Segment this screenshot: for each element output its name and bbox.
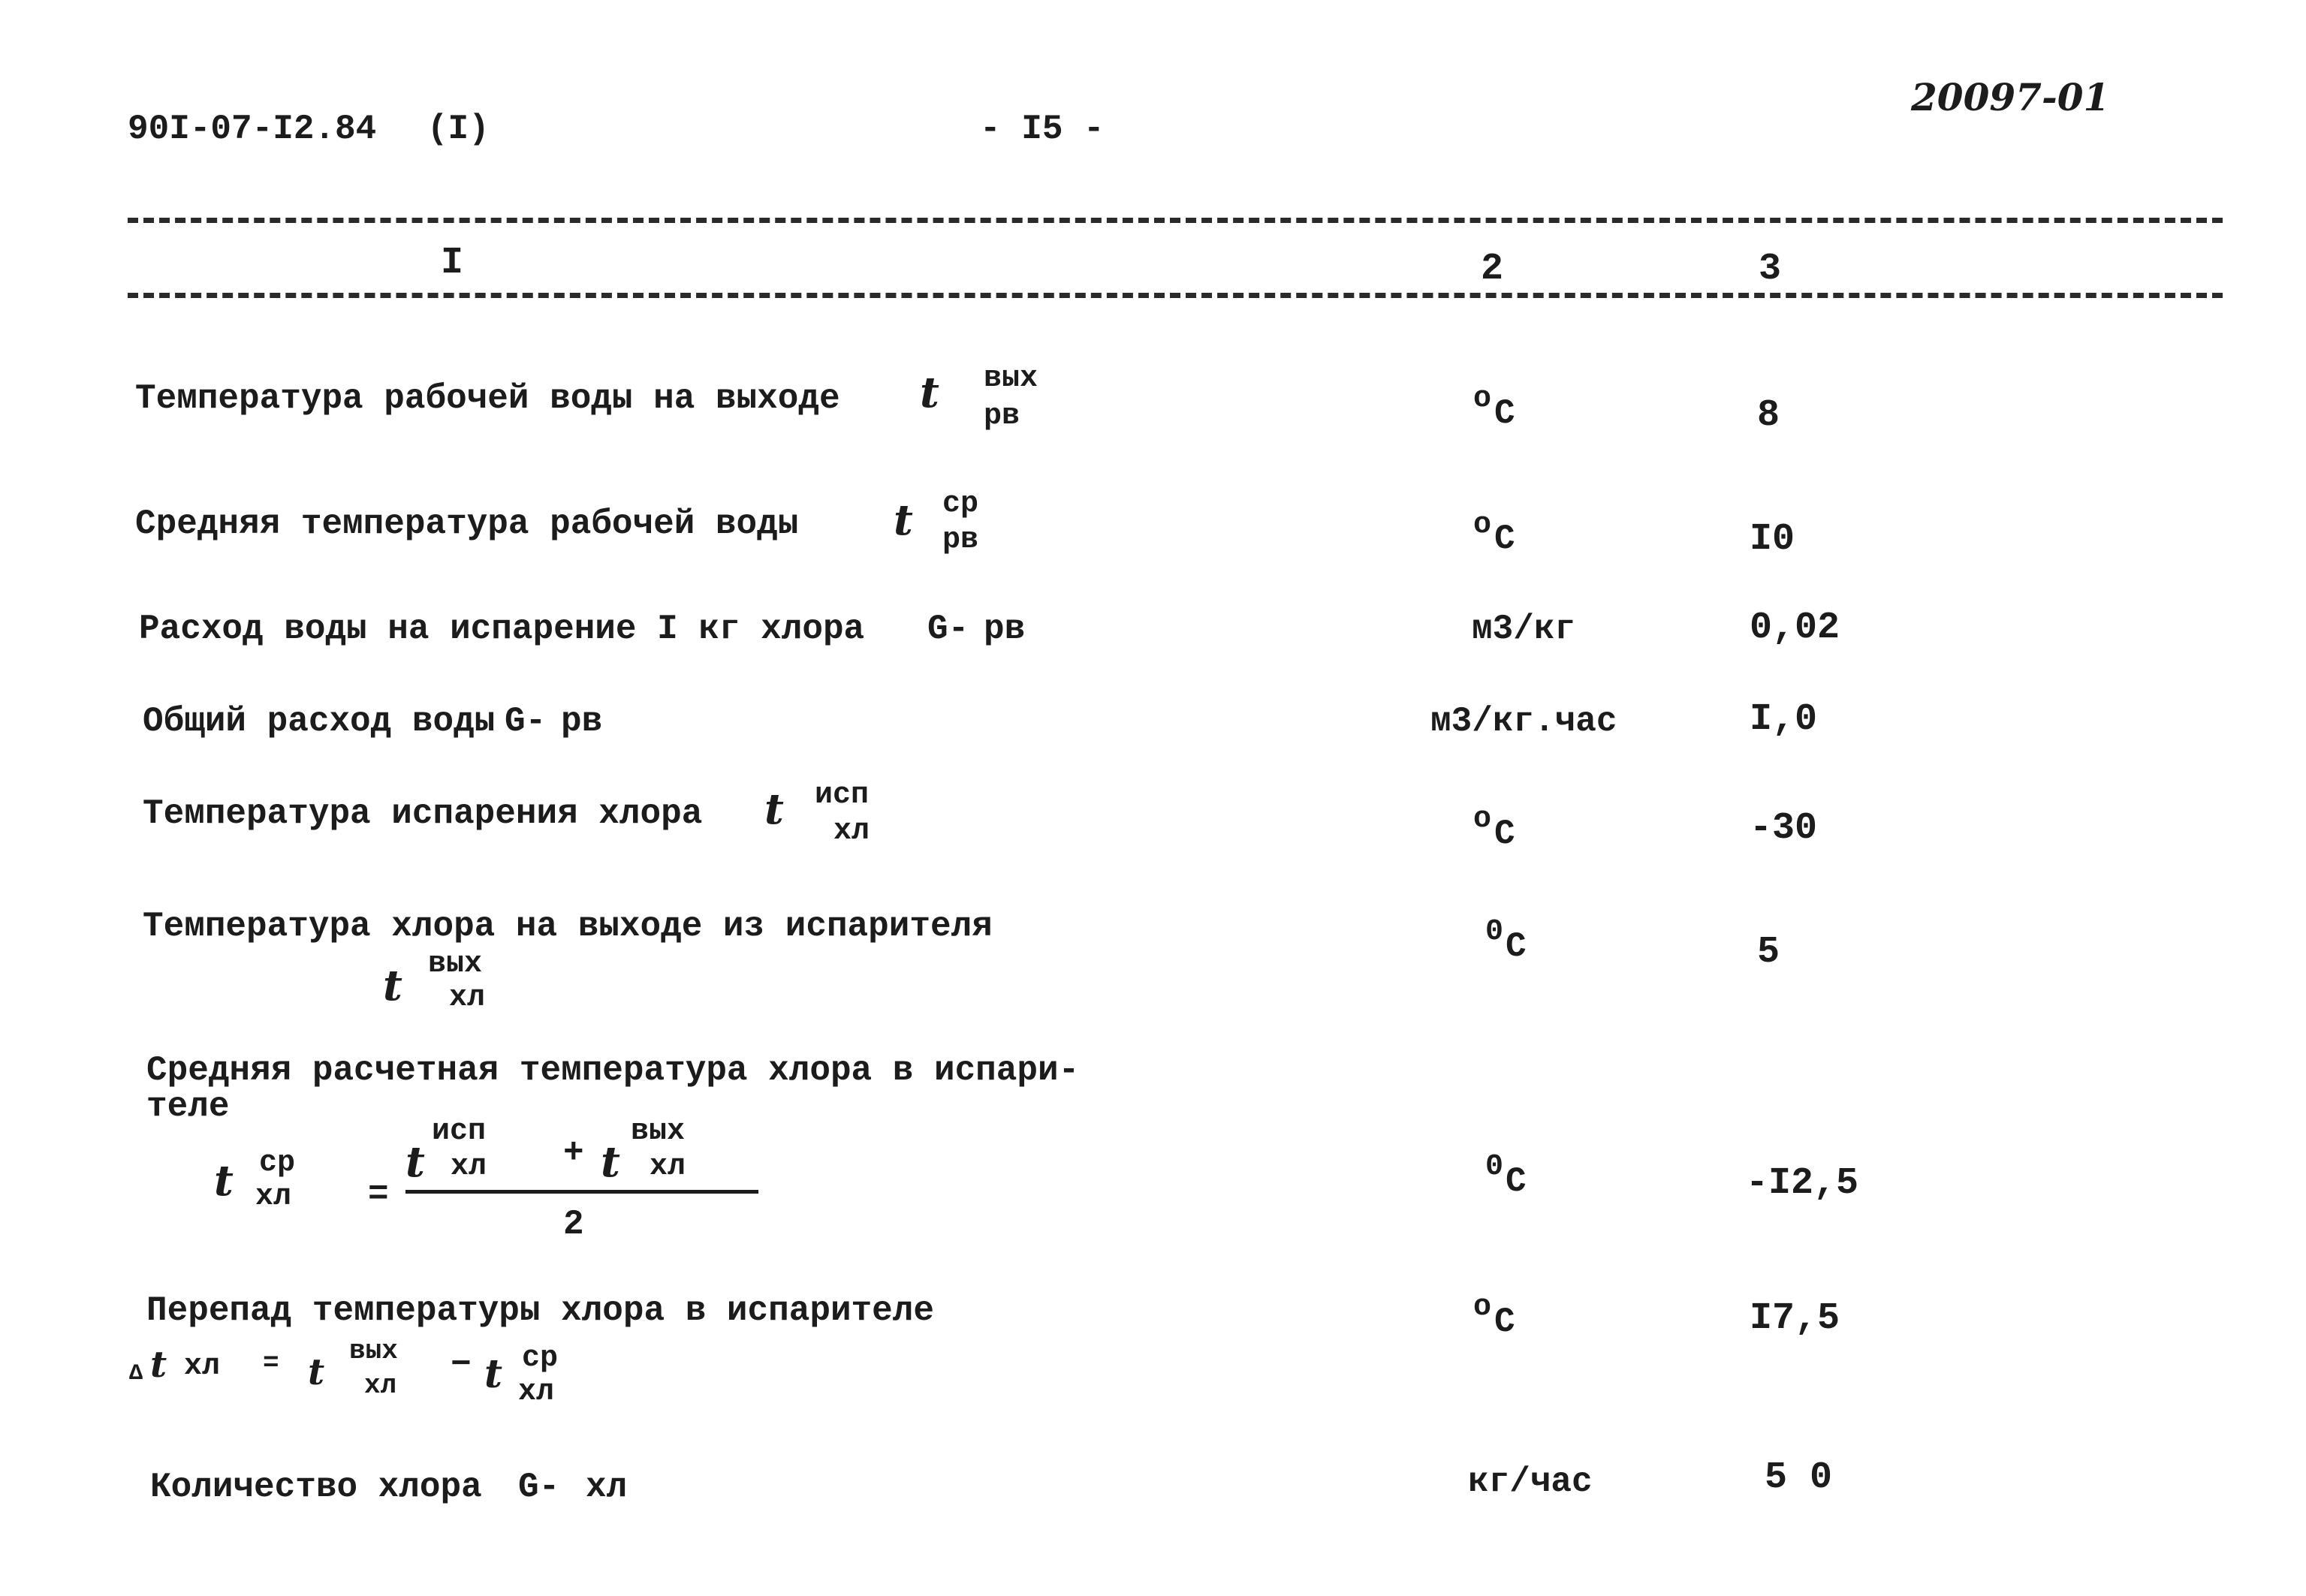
symbol-tail: хл <box>586 1468 628 1507</box>
row-unit: С <box>1494 815 1515 854</box>
symbol-superscript: исп <box>815 778 870 812</box>
symbol-g: G- <box>927 610 969 649</box>
numerator-sub2: хл <box>650 1150 686 1184</box>
symbol-t: t <box>920 368 939 417</box>
doc-code: 90I-07-I2.84 <box>128 110 377 149</box>
unit-degree: 0 <box>1485 1150 1504 1184</box>
symbol-subscript: хл <box>255 1180 292 1214</box>
symbol-t: t <box>383 961 402 1010</box>
fraction-bar <box>405 1190 758 1194</box>
row-label: Температура испарения хлора <box>143 794 703 833</box>
symbol-g: G- <box>518 1468 560 1507</box>
row-label: Общий расход воды <box>143 702 496 741</box>
symbol-g: G- <box>505 702 547 741</box>
formula-sub1: хл <box>364 1370 397 1401</box>
formula-t2: t <box>484 1351 503 1397</box>
row-label-line2: теле <box>146 1087 230 1126</box>
row-label: Средняя температура рабочей воды <box>135 504 799 544</box>
symbol-tail: рв <box>984 610 1026 649</box>
symbol-superscript: вых <box>984 362 1038 396</box>
symbol-superscript: вых <box>428 947 483 981</box>
symbol-superscript: ср <box>942 487 979 521</box>
formula-minus: − <box>451 1345 472 1384</box>
row-unit: С <box>1506 927 1527 966</box>
row-value: -30 <box>1750 807 1818 850</box>
row-value: 0,02 <box>1750 607 1840 649</box>
numerator-t1: t <box>405 1137 425 1187</box>
row-unit: м3/кг <box>1472 610 1576 649</box>
row-value: -I2,5 <box>1746 1162 1859 1205</box>
row-unit: кг/час <box>1468 1462 1593 1501</box>
formula-equals: = <box>263 1348 279 1378</box>
header-bottom-rule <box>128 293 2223 298</box>
formula-sup1: вых <box>349 1336 398 1366</box>
symbol-subscript: рв <box>942 523 979 557</box>
numerator-sup1: исп <box>432 1115 487 1149</box>
unit-degree: 0 <box>1485 915 1504 949</box>
column-header-2: 2 <box>1472 248 1512 291</box>
row-unit: С <box>1506 1162 1527 1201</box>
symbol-tail: рв <box>561 702 603 741</box>
row-label: Перепад температуры хлора в испарителе <box>146 1291 934 1330</box>
symbol-subscript: хл <box>833 815 870 848</box>
column-header-3: 3 <box>1750 248 1790 291</box>
unit-degree: о <box>1473 1290 1492 1324</box>
formula-sup2: ср <box>522 1342 559 1375</box>
row-unit: С <box>1494 519 1515 559</box>
symbol-subscript: рв <box>984 399 1020 433</box>
row-unit: м3/кг.час <box>1430 702 1617 741</box>
row-value: I7,5 <box>1750 1297 1840 1340</box>
delta-symbol: Δ <box>129 1361 143 1387</box>
document-code <box>128 110 490 149</box>
numerator-t2: t <box>601 1137 620 1187</box>
row-value: I0 <box>1750 518 1795 561</box>
archive-stamp: 20097-01 <box>1911 75 2110 119</box>
unit-degree: о <box>1473 382 1492 416</box>
page-number: - I5 - <box>980 110 1105 149</box>
doc-part: (I) <box>427 110 490 149</box>
formula-sub2: хл <box>518 1375 555 1409</box>
row-label: Расход воды на испарение I кг хлора <box>139 610 865 649</box>
plus-sign: + <box>563 1134 584 1173</box>
symbol-t: t <box>214 1156 234 1206</box>
unit-degree: о <box>1473 508 1492 542</box>
symbol-t: t <box>894 495 913 545</box>
row-value: 5 <box>1757 931 1780 974</box>
formula-t: t <box>150 1344 167 1386</box>
equals-sign: = <box>368 1175 389 1214</box>
formula-sub-inline: хл <box>184 1350 221 1384</box>
symbol-superscript: ср <box>259 1146 296 1180</box>
row-unit: С <box>1494 394 1515 433</box>
numerator-sup2: вых <box>631 1115 686 1149</box>
symbol-t: t <box>764 784 784 834</box>
row-label: Температура хлора на выходе из испарителя <box>143 907 993 946</box>
header-top-rule <box>128 218 2223 223</box>
unit-degree: о <box>1473 803 1492 836</box>
row-label-line1: Средняя расчетная температура хлора в испари- <box>146 1051 1080 1090</box>
row-value: 8 <box>1757 394 1780 437</box>
denominator: 2 <box>563 1205 584 1244</box>
formula-t1: t <box>308 1351 325 1393</box>
row-unit: С <box>1494 1302 1515 1342</box>
row-label: Количество хлора <box>150 1468 482 1507</box>
row-label: Температура рабочей воды на выходе <box>135 379 840 418</box>
row-value: I,0 <box>1750 698 1818 741</box>
symbol-subscript: хл <box>449 981 486 1015</box>
row-value: 5 0 <box>1765 1456 1833 1499</box>
column-header-1: I <box>432 242 472 285</box>
numerator-sub1: хл <box>451 1150 487 1184</box>
